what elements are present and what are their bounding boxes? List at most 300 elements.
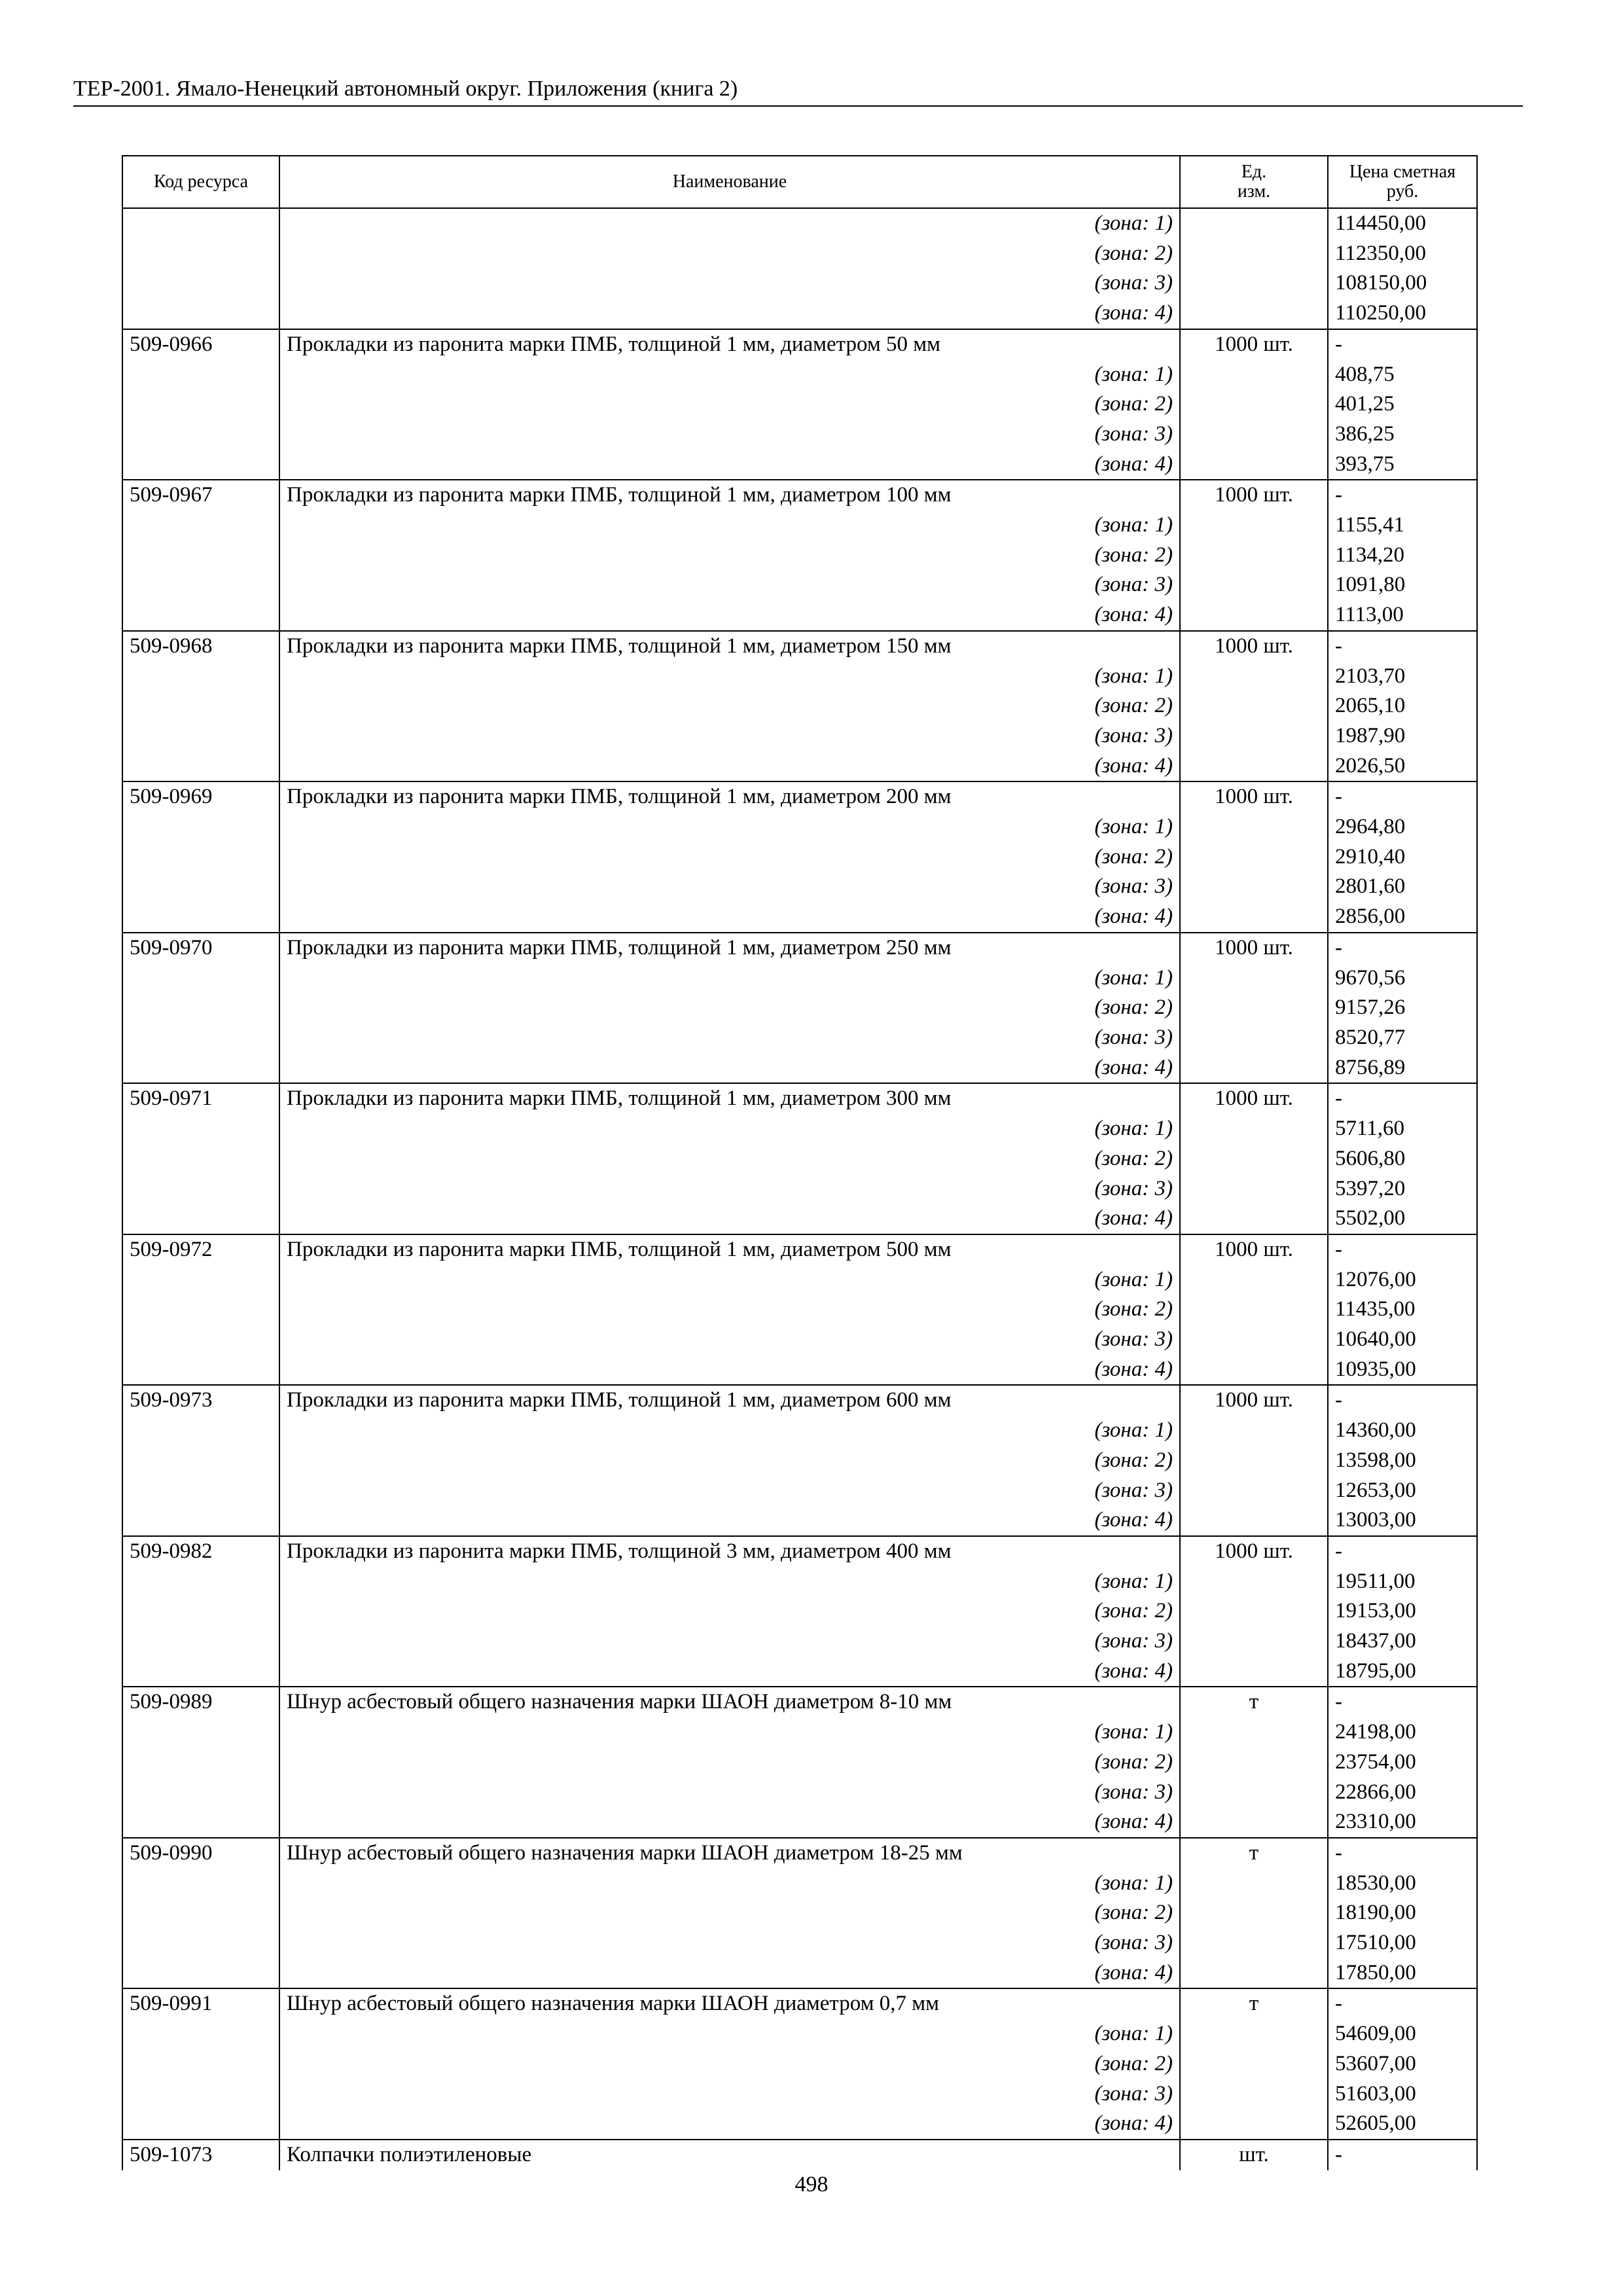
zone-price: 10640,00 bbox=[1328, 1325, 1477, 1355]
zone-price: 1155,41 bbox=[1328, 511, 1477, 541]
code-cell bbox=[122, 1778, 279, 1808]
resource-name: Прокладки из паронита марки ПМБ, толщиной 1 мм, диаметром 600 мм bbox=[279, 1385, 1180, 1416]
estimated-price: - bbox=[1328, 1083, 1477, 1114]
zone-label: (зона: 1) bbox=[279, 812, 1180, 842]
zone-price: 1091,80 bbox=[1328, 570, 1477, 600]
code-cell bbox=[122, 541, 279, 571]
unit-cell bbox=[1180, 511, 1328, 541]
zone-price: 1134,20 bbox=[1328, 541, 1477, 571]
unit-cell bbox=[1180, 208, 1328, 239]
unit-of-measure: 1000 шт. bbox=[1180, 1083, 1328, 1114]
zone-label: (зона: 1) bbox=[279, 1869, 1180, 1899]
zone-row bbox=[122, 1898, 1477, 1928]
zone-label: (зона: 3) bbox=[279, 2079, 1180, 2109]
zone-label: (зона: 3) bbox=[279, 1476, 1180, 1506]
zone-row bbox=[122, 1053, 1477, 1084]
zone-label: (зона: 2) bbox=[279, 541, 1180, 571]
table-row bbox=[122, 933, 1477, 963]
resource-name: Прокладки из паронита марки ПМБ, толщиной 1 мм, диаметром 250 мм bbox=[279, 933, 1180, 963]
code-cell bbox=[122, 1174, 279, 1204]
zone-price: 51603,00 bbox=[1328, 2079, 1477, 2109]
unit-cell bbox=[1180, 662, 1328, 692]
unit-cell bbox=[1180, 2019, 1328, 2049]
zone-price: 12653,00 bbox=[1328, 1476, 1477, 1506]
resource-name: Прокладки из паронита марки ПМБ, толщиной 3 мм, диаметром 400 мм bbox=[279, 1536, 1180, 1567]
zone-row bbox=[122, 541, 1477, 571]
zone-row bbox=[122, 1717, 1477, 1748]
price-header-line2: руб. bbox=[1386, 181, 1419, 202]
header-row bbox=[122, 156, 1477, 208]
resource-code: 509-0989 bbox=[122, 1687, 279, 1717]
page-header-title: ТЕР-2001. Ямало-Ненецкий автономный округ. Приложения (книга 2) bbox=[73, 77, 738, 101]
unit-cell bbox=[1180, 1505, 1328, 1536]
zone-price: 2103,70 bbox=[1328, 662, 1477, 692]
resource-name: Прокладки из паронита марки ПМБ, толщиной 1 мм, диаметром 50 мм bbox=[279, 329, 1180, 360]
zone-price: 5606,80 bbox=[1328, 1144, 1477, 1174]
zone-price: 13003,00 bbox=[1328, 1505, 1477, 1536]
zone-row bbox=[122, 1567, 1477, 1597]
code-cell bbox=[122, 812, 279, 842]
table-row bbox=[122, 1536, 1477, 1567]
zone-price: 18190,00 bbox=[1328, 1898, 1477, 1928]
table-header bbox=[122, 156, 1477, 208]
zone-price: 5502,00 bbox=[1328, 1204, 1477, 1234]
code-cell bbox=[122, 570, 279, 600]
zone-label: (зона: 4) bbox=[279, 1807, 1180, 1838]
unit-cell bbox=[1180, 1626, 1328, 1657]
code-cell bbox=[122, 1325, 279, 1355]
code-cell bbox=[122, 420, 279, 450]
code-cell bbox=[122, 2079, 279, 2109]
code-cell bbox=[122, 360, 279, 390]
zone-label: (зона: 1) bbox=[279, 2019, 1180, 2049]
code-cell bbox=[122, 208, 279, 239]
table-row bbox=[122, 1385, 1477, 1416]
unit-cell bbox=[1180, 842, 1328, 872]
zone-label: (зона: 3) bbox=[279, 1778, 1180, 1808]
zone-label: (зона: 3) bbox=[279, 1928, 1180, 1958]
unit-cell bbox=[1180, 963, 1328, 994]
zone-label: (зона: 1) bbox=[279, 511, 1180, 541]
zone-price: 18795,00 bbox=[1328, 1657, 1477, 1687]
resource-name: Шнур асбестовый общего назначения марки ШАОН диаметром 8-10 мм bbox=[279, 1687, 1180, 1717]
zone-row bbox=[122, 208, 1477, 239]
code-cell bbox=[122, 842, 279, 872]
code-cell bbox=[122, 1505, 279, 1536]
unit-cell bbox=[1180, 1174, 1328, 1204]
code-cell bbox=[122, 1053, 279, 1084]
zone-row bbox=[122, 1505, 1477, 1536]
code-cell bbox=[122, 1626, 279, 1657]
unit-cell bbox=[1180, 450, 1328, 480]
code-cell bbox=[122, 662, 279, 692]
code-cell bbox=[122, 1869, 279, 1899]
zone-row bbox=[122, 1958, 1477, 1989]
estimated-price: - bbox=[1328, 1838, 1477, 1869]
zone-price: 401,25 bbox=[1328, 389, 1477, 420]
zone-price: 52605,00 bbox=[1328, 2109, 1477, 2140]
zone-label: (зона: 2) bbox=[279, 1748, 1180, 1778]
resource-name: Шнур асбестовый общего назначения марки ШАОН диаметром 0,7 мм bbox=[279, 1988, 1180, 2019]
column-header-unit bbox=[1180, 156, 1328, 208]
zone-row bbox=[122, 360, 1477, 390]
zone-price: 17850,00 bbox=[1328, 1958, 1477, 1989]
zone-label: (зона: 2) bbox=[279, 691, 1180, 721]
unit-cell bbox=[1180, 872, 1328, 902]
code-cell bbox=[122, 872, 279, 902]
unit-cell bbox=[1180, 1717, 1328, 1748]
code-cell bbox=[122, 2109, 279, 2140]
table-row bbox=[122, 1838, 1477, 1869]
zone-price: 5711,60 bbox=[1328, 1114, 1477, 1144]
zone-price: 2065,10 bbox=[1328, 691, 1477, 721]
code-cell bbox=[122, 268, 279, 298]
unit-of-measure: 1000 шт. bbox=[1180, 933, 1328, 963]
estimated-price: - bbox=[1328, 1234, 1477, 1265]
zone-price: 408,75 bbox=[1328, 360, 1477, 390]
zone-price: 2910,40 bbox=[1328, 842, 1477, 872]
unit-cell bbox=[1180, 2079, 1328, 2109]
zone-label: (зона: 2) bbox=[279, 239, 1180, 269]
zone-row bbox=[122, 511, 1477, 541]
table-row bbox=[122, 631, 1477, 662]
unit-cell bbox=[1180, 691, 1328, 721]
resource-code: 509-0972 bbox=[122, 1234, 279, 1265]
zone-price: 54609,00 bbox=[1328, 2019, 1477, 2049]
code-cell bbox=[122, 1567, 279, 1597]
table-row bbox=[122, 1988, 1477, 2019]
code-cell bbox=[122, 298, 279, 329]
zone-price: 14360,00 bbox=[1328, 1416, 1477, 1446]
zone-row bbox=[122, 812, 1477, 842]
zone-row bbox=[122, 1748, 1477, 1778]
zone-row bbox=[122, 1174, 1477, 1204]
zone-price: 8756,89 bbox=[1328, 1053, 1477, 1084]
unit-cell bbox=[1180, 1023, 1328, 1053]
zone-label: (зона: 1) bbox=[279, 1265, 1180, 1295]
code-cell bbox=[122, 1204, 279, 1234]
zone-row bbox=[122, 570, 1477, 600]
code-cell bbox=[122, 1898, 279, 1928]
unit-cell bbox=[1180, 1778, 1328, 1808]
zone-price: 2026,50 bbox=[1328, 751, 1477, 782]
code-cell bbox=[122, 389, 279, 420]
estimated-price: - bbox=[1328, 1687, 1477, 1717]
code-cell bbox=[122, 1023, 279, 1053]
zone-row bbox=[122, 1355, 1477, 1386]
zone-price: 9157,26 bbox=[1328, 993, 1477, 1023]
zone-label: (зона: 4) bbox=[279, 1505, 1180, 1536]
zone-row bbox=[122, 842, 1477, 872]
unit-cell bbox=[1180, 239, 1328, 269]
estimated-price: - bbox=[1328, 631, 1477, 662]
estimated-price: - bbox=[1328, 480, 1477, 511]
resource-code: 509-0969 bbox=[122, 781, 279, 812]
zone-price: 11435,00 bbox=[1328, 1295, 1477, 1325]
code-cell bbox=[122, 1295, 279, 1325]
estimated-price: - bbox=[1328, 781, 1477, 812]
resource-code: 509-0973 bbox=[122, 1385, 279, 1416]
zone-price: 2964,80 bbox=[1328, 812, 1477, 842]
zone-price: 5397,20 bbox=[1328, 1174, 1477, 1204]
unit-cell bbox=[1180, 1476, 1328, 1506]
zone-label: (зона: 2) bbox=[279, 842, 1180, 872]
zone-price: 10935,00 bbox=[1328, 1355, 1477, 1386]
zone-price: 2801,60 bbox=[1328, 872, 1477, 902]
code-cell bbox=[122, 902, 279, 933]
zone-label: (зона: 3) bbox=[279, 1325, 1180, 1355]
price-table bbox=[122, 155, 1478, 2170]
zone-price: 108150,00 bbox=[1328, 268, 1477, 298]
resource-name: Прокладки из паронита марки ПМБ, толщиной 1 мм, диаметром 300 мм bbox=[279, 1083, 1180, 1114]
zone-label: (зона: 2) bbox=[279, 1898, 1180, 1928]
estimated-price: - bbox=[1328, 1385, 1477, 1416]
zone-row bbox=[122, 239, 1477, 269]
column-header-price bbox=[1328, 156, 1477, 208]
zone-price: 22866,00 bbox=[1328, 1778, 1477, 1808]
code-cell bbox=[122, 1657, 279, 1687]
zone-row bbox=[122, 1325, 1477, 1355]
resource-code: 509-0967 bbox=[122, 480, 279, 511]
unit-of-measure: 1000 шт. bbox=[1180, 480, 1328, 511]
resource-code: 509-0982 bbox=[122, 1536, 279, 1567]
zone-price: 18530,00 bbox=[1328, 1869, 1477, 1899]
zone-label: (зона: 3) bbox=[279, 1626, 1180, 1657]
zone-row bbox=[122, 751, 1477, 782]
zone-label: (зона: 2) bbox=[279, 1144, 1180, 1174]
zone-row bbox=[122, 1869, 1477, 1899]
zone-price: 9670,56 bbox=[1328, 963, 1477, 994]
unit-cell bbox=[1180, 1144, 1328, 1174]
code-cell bbox=[122, 1476, 279, 1506]
zone-price: 53607,00 bbox=[1328, 2049, 1477, 2079]
zone-label: (зона: 4) bbox=[279, 1657, 1180, 1687]
zone-label: (зона: 3) bbox=[279, 872, 1180, 902]
zone-label: (зона: 4) bbox=[279, 600, 1180, 631]
unit-cell bbox=[1180, 1204, 1328, 1234]
zone-row bbox=[122, 268, 1477, 298]
zone-label: (зона: 2) bbox=[279, 389, 1180, 420]
zone-row bbox=[122, 450, 1477, 480]
table-row bbox=[122, 1083, 1477, 1114]
unit-cell bbox=[1180, 600, 1328, 631]
unit-cell bbox=[1180, 1416, 1328, 1446]
zone-price: 1113,00 bbox=[1328, 600, 1477, 631]
resource-code: 509-0990 bbox=[122, 1838, 279, 1869]
code-cell bbox=[122, 1807, 279, 1838]
code-cell bbox=[122, 600, 279, 631]
zone-label: (зона: 3) bbox=[279, 570, 1180, 600]
zone-price: 8520,77 bbox=[1328, 1023, 1477, 1053]
column-header-code: Код ресурса bbox=[122, 156, 279, 208]
zone-label: (зона: 4) bbox=[279, 298, 1180, 329]
unit-of-measure: 1000 шт. bbox=[1180, 781, 1328, 812]
zone-label: (зона: 3) bbox=[279, 1174, 1180, 1204]
table-row bbox=[122, 480, 1477, 511]
unit-cell bbox=[1180, 1928, 1328, 1958]
resource-code: 509-0968 bbox=[122, 631, 279, 662]
resource-name: Шнур асбестовый общего назначения марки ШАОН диаметром 18-25 мм bbox=[279, 1838, 1180, 1869]
code-cell bbox=[122, 721, 279, 751]
estimated-price: - bbox=[1328, 1988, 1477, 2019]
zone-price: 24198,00 bbox=[1328, 1717, 1477, 1748]
unit-cell bbox=[1180, 1295, 1328, 1325]
zone-label: (зона: 1) bbox=[279, 1717, 1180, 1748]
unit-cell bbox=[1180, 1265, 1328, 1295]
zone-price: 19511,00 bbox=[1328, 1567, 1477, 1597]
unit-cell bbox=[1180, 2109, 1328, 2140]
code-cell bbox=[122, 1928, 279, 1958]
table-row bbox=[122, 1234, 1477, 1265]
zone-row bbox=[122, 298, 1477, 329]
unit-cell bbox=[1180, 360, 1328, 390]
zone-row bbox=[122, 993, 1477, 1023]
price-header-line1: Цена сметная bbox=[1349, 162, 1456, 182]
unit-cell bbox=[1180, 1807, 1328, 1838]
zone-price: 2856,00 bbox=[1328, 902, 1477, 933]
zone-label: (зона: 4) bbox=[279, 751, 1180, 782]
unit-cell bbox=[1180, 1869, 1328, 1899]
unit-cell bbox=[1180, 1898, 1328, 1928]
table-row bbox=[122, 329, 1477, 360]
table-body bbox=[122, 208, 1477, 2170]
zone-row bbox=[122, 1416, 1477, 1446]
resource-name: Колпачки полиэтиленовые bbox=[279, 2140, 1180, 2170]
unit-of-measure: шт. bbox=[1180, 2140, 1328, 2170]
code-cell bbox=[122, 2049, 279, 2079]
code-cell bbox=[122, 1114, 279, 1144]
unit-cell bbox=[1180, 812, 1328, 842]
estimated-price: - bbox=[1328, 2140, 1477, 2170]
resource-code: 509-0970 bbox=[122, 933, 279, 963]
zone-row bbox=[122, 902, 1477, 933]
zone-label: (зона: 4) bbox=[279, 1958, 1180, 1989]
zone-price: 17510,00 bbox=[1328, 1928, 1477, 1958]
zone-row bbox=[122, 1114, 1477, 1144]
zone-row bbox=[122, 662, 1477, 692]
zone-label: (зона: 2) bbox=[279, 1596, 1180, 1626]
zone-label: (зона: 3) bbox=[279, 420, 1180, 450]
zone-label: (зона: 1) bbox=[279, 1114, 1180, 1144]
zone-label: (зона: 2) bbox=[279, 2049, 1180, 2079]
unit-of-measure: 1000 шт. bbox=[1180, 631, 1328, 662]
zone-row bbox=[122, 1446, 1477, 1476]
resource-name: Прокладки из паронита марки ПМБ, толщиной 1 мм, диаметром 100 мм bbox=[279, 480, 1180, 511]
table-row bbox=[122, 781, 1477, 812]
zone-label: (зона: 1) bbox=[279, 1567, 1180, 1597]
unit-header-line2: изм. bbox=[1237, 181, 1271, 202]
column-header-name: Наименование bbox=[279, 156, 1180, 208]
zone-price: 13598,00 bbox=[1328, 1446, 1477, 1476]
unit-of-measure: т bbox=[1180, 1838, 1328, 1869]
zone-row bbox=[122, 1928, 1477, 1958]
unit-cell bbox=[1180, 1657, 1328, 1687]
zone-label: (зона: 1) bbox=[279, 963, 1180, 994]
resource-code: 509-0991 bbox=[122, 1988, 279, 2019]
resource-name: Прокладки из паронита марки ПМБ, толщиной 1 мм, диаметром 500 мм bbox=[279, 1234, 1180, 1265]
unit-of-measure: т bbox=[1180, 1988, 1328, 2019]
unit-cell bbox=[1180, 1958, 1328, 1989]
code-cell bbox=[122, 993, 279, 1023]
zone-label: (зона: 4) bbox=[279, 450, 1180, 480]
zone-label: (зона: 1) bbox=[279, 360, 1180, 390]
code-cell bbox=[122, 691, 279, 721]
code-cell bbox=[122, 511, 279, 541]
zone-label: (зона: 4) bbox=[279, 2109, 1180, 2140]
zone-label: (зона: 1) bbox=[279, 208, 1180, 239]
resource-code: 509-0966 bbox=[122, 329, 279, 360]
zone-row bbox=[122, 1295, 1477, 1325]
unit-cell bbox=[1180, 541, 1328, 571]
zone-row bbox=[122, 963, 1477, 994]
zone-label: (зона: 3) bbox=[279, 721, 1180, 751]
code-cell bbox=[122, 1265, 279, 1295]
zone-row bbox=[122, 1204, 1477, 1234]
zone-row bbox=[122, 1265, 1477, 1295]
zone-row bbox=[122, 1778, 1477, 1808]
code-cell bbox=[122, 1446, 279, 1476]
unit-cell bbox=[1180, 420, 1328, 450]
page-number: 498 bbox=[794, 2172, 829, 2197]
unit-cell bbox=[1180, 721, 1328, 751]
resource-name: Прокладки из паронита марки ПМБ, толщиной 1 мм, диаметром 200 мм bbox=[279, 781, 1180, 812]
zone-row bbox=[122, 691, 1477, 721]
code-cell bbox=[122, 963, 279, 994]
resource-code: 509-1073 bbox=[122, 2140, 279, 2170]
zone-row bbox=[122, 1657, 1477, 1687]
zone-price: 19153,00 bbox=[1328, 1596, 1477, 1626]
zone-price: 110250,00 bbox=[1328, 298, 1477, 329]
zone-row bbox=[122, 2079, 1477, 2109]
code-cell bbox=[122, 1958, 279, 1989]
zone-row bbox=[122, 872, 1477, 902]
unit-cell bbox=[1180, 1567, 1328, 1597]
zone-label: (зона: 2) bbox=[279, 993, 1180, 1023]
zone-row bbox=[122, 1476, 1477, 1506]
unit-of-measure: т bbox=[1180, 1687, 1328, 1717]
zone-row bbox=[122, 2049, 1477, 2079]
zone-label: (зона: 2) bbox=[279, 1446, 1180, 1476]
zone-label: (зона: 4) bbox=[279, 1053, 1180, 1084]
unit-cell bbox=[1180, 298, 1328, 329]
estimated-price: - bbox=[1328, 329, 1477, 360]
header-divider bbox=[73, 105, 1523, 107]
unit-of-measure: 1000 шт. bbox=[1180, 1536, 1328, 1567]
code-cell bbox=[122, 450, 279, 480]
unit-cell bbox=[1180, 1596, 1328, 1626]
code-cell bbox=[122, 1596, 279, 1626]
zone-price: 393,75 bbox=[1328, 450, 1477, 480]
unit-cell bbox=[1180, 902, 1328, 933]
zone-row bbox=[122, 600, 1477, 631]
code-cell bbox=[122, 1748, 279, 1778]
zone-row bbox=[122, 1807, 1477, 1838]
zone-label: (зона: 3) bbox=[279, 268, 1180, 298]
estimated-price: - bbox=[1328, 1536, 1477, 1567]
zone-price: 12076,00 bbox=[1328, 1265, 1477, 1295]
zone-price: 23754,00 bbox=[1328, 1748, 1477, 1778]
unit-of-measure: 1000 шт. bbox=[1180, 1234, 1328, 1265]
resource-name: Прокладки из паронита марки ПМБ, толщиной 1 мм, диаметром 150 мм bbox=[279, 631, 1180, 662]
code-cell bbox=[122, 751, 279, 782]
unit-cell bbox=[1180, 268, 1328, 298]
zone-row bbox=[122, 1144, 1477, 1174]
zone-row bbox=[122, 2109, 1477, 2140]
code-cell bbox=[122, 1416, 279, 1446]
zone-row bbox=[122, 1023, 1477, 1053]
resource-code: 509-0971 bbox=[122, 1083, 279, 1114]
unit-header-line1: Ед. bbox=[1241, 162, 1267, 182]
